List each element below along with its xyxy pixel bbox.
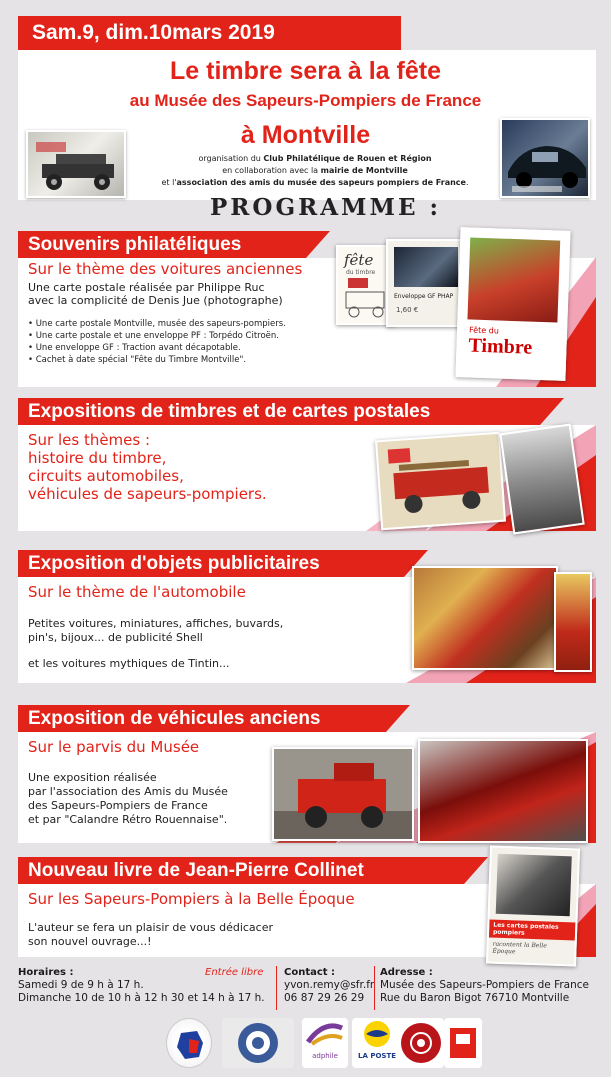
section-vehicules-anciens <box>18 705 596 843</box>
title-tab <box>464 857 488 884</box>
title-tab <box>540 398 564 425</box>
section-expositions-timbres <box>18 398 596 531</box>
date-day1: 9 <box>82 21 94 44</box>
section-text: Petites voitures, miniatures, affiches, buvards, <box>28 617 284 630</box>
address-line-2: Rue du Baron Bigot 76710 Montville <box>380 992 570 1004</box>
org-line-1 <box>130 154 500 164</box>
section-text: par l'association des Amis du Musée <box>28 785 228 798</box>
museum-logo-icon <box>444 1018 482 1068</box>
postcard-photo <box>467 237 560 322</box>
section-text: des Sapeurs-Pompiers de France <box>28 799 208 812</box>
footer-address <box>380 966 589 1005</box>
org-line-2 <box>130 166 500 176</box>
postcard-timbre-text: Fête du <box>468 325 500 336</box>
la-poste-logo <box>352 1018 402 1068</box>
section-subtitle: Sur le thème des voitures anciennes <box>28 260 303 278</box>
postcard-fete-text: fête <box>344 251 374 269</box>
contact-email[interactable]: yvon.remy@sfr.fr <box>284 979 375 991</box>
address-label: Adresse : <box>380 967 433 978</box>
shell-collection-photo <box>412 566 558 670</box>
section-nouveau-livre <box>18 857 596 957</box>
shell-poster-photo <box>554 572 592 672</box>
contact-label: Contact : <box>284 967 336 978</box>
red-jeep-photo <box>272 747 414 841</box>
date-end: mars 2019 <box>172 21 275 44</box>
rose-emblem-icon <box>398 1018 444 1068</box>
book-subtitle: racontent la Belle Époque <box>492 940 547 956</box>
section-text-red: circuits automobiles, <box>28 467 184 485</box>
adphile-swoosh-icon <box>302 1018 348 1048</box>
address-line-1: Musée des Sapeurs-Pompiers de France <box>380 979 589 991</box>
org-line-3-a: et l' <box>161 178 177 187</box>
programme-heading: PROGRAMME : <box>210 194 441 221</box>
section-text: et les voitures mythiques de Tintin... <box>28 657 230 670</box>
jeep-illustration <box>274 749 414 841</box>
hours-sunday: Dimanche 10 de 10 h à 12 h 30 et 14 h à 17 h. <box>18 992 265 1004</box>
section-souvenirs <box>18 231 596 387</box>
date-banner <box>18 16 401 50</box>
section-subtitle: Sur les Sapeurs-Pompiers à la Belle Époque <box>28 890 355 908</box>
hours-label: Horaires : <box>18 967 74 978</box>
section-text: Une carte postale réalisée par Philippe Ruc <box>28 281 265 294</box>
section-title: Souvenirs philatéliques <box>18 231 306 258</box>
org-line-1-b: Club Philatélique de Rouen et Région <box>263 154 432 163</box>
section-subtitle: Sur les thèmes : <box>28 431 151 449</box>
org-line-2-a: en collaboration avec la <box>222 166 321 175</box>
section-title: Exposition d'objets publicitaires <box>18 550 404 577</box>
section-text: son nouvel ouvrage...! <box>28 935 152 948</box>
org-line-1-a: organisation du <box>198 154 264 163</box>
date-sat: Sam. <box>32 21 83 44</box>
book-photo <box>496 854 572 917</box>
section-text-red: véhicules de sapeurs-pompiers. <box>28 485 267 503</box>
envelope-photo <box>394 247 458 287</box>
adphile-text: adphile <box>312 1052 338 1060</box>
ffap-logo-icon <box>166 1018 212 1068</box>
org-line-2-b: mairie de Montville <box>320 166 408 175</box>
bullet-item: • Une enveloppe GF : Traction avant décapotable. <box>28 343 241 353</box>
footer-separator <box>276 966 277 1010</box>
main-subtitle: au Musée des Sapeurs-Pompiers de France <box>129 91 482 110</box>
section-text: et par "Calandre Rétro Rouennaise". <box>28 813 228 826</box>
club-logo-icon <box>222 1018 294 1068</box>
contact-phone: 06 87 29 26 29 <box>284 992 365 1004</box>
bullet-item: • Cachet à date spécial "Fête du Timbre Montville". <box>28 355 247 365</box>
envelope-text: Enveloppe GF PHAP <box>394 293 454 300</box>
bullet-item: • Une carte postale Montville, musée des sapeurs-pompiers. <box>28 319 286 329</box>
la-poste-text: LA POSTE <box>358 1052 396 1060</box>
book-cover <box>486 845 580 966</box>
section-title: Expositions de timbres et de cartes postales <box>18 398 540 425</box>
montville-logo-icon <box>398 1018 444 1068</box>
bullet-item: • Une carte postale et une enveloppe PF : Torpédo Citroën. <box>28 331 279 341</box>
org-line-3-b: association des amis du musée des sapeurs pompiers de France <box>176 178 466 187</box>
hours-saturday: Samedi 9 de 9 h à 17 h. <box>18 979 144 991</box>
old-street-postcard <box>499 423 584 534</box>
footer-separator <box>374 966 375 1010</box>
date-mid: , dim. <box>93 21 149 44</box>
france-map-icon <box>167 1019 213 1069</box>
section-text: avec la complicité de Denis Jue (photographe) <box>28 294 283 307</box>
section-title: Exposition de véhicules anciens <box>18 705 386 732</box>
org-line-3-c: . <box>465 178 469 187</box>
footer-contact <box>284 966 374 1005</box>
firetruck-illustration <box>377 434 506 531</box>
free-entry: Entrée libre <box>205 967 264 978</box>
book-title: Les cartes postales pompiers <box>489 919 576 940</box>
firetruck-parvis-photo <box>418 739 588 843</box>
section-subtitle: Sur le parvis du Musée <box>28 738 200 756</box>
section-text: L'auteur se fera un plaisir de vous dédicacer <box>28 921 274 934</box>
postcard-timbre <box>455 227 570 381</box>
main-title: Le timbre sera à la fête <box>170 57 441 85</box>
title-tab <box>386 705 410 732</box>
firetruck-postcard <box>375 432 506 531</box>
la-poste-bird-icon <box>352 1018 402 1048</box>
section-text-red: histoire du timbre, <box>28 449 167 467</box>
club-emblem-icon <box>222 1018 294 1068</box>
envelope-price: 1,60 € <box>396 306 419 314</box>
title-tab <box>306 231 330 258</box>
org-line-3 <box>130 178 500 188</box>
section-subtitle: Sur le thème de l'automobile <box>28 583 246 601</box>
location-title: à Montville <box>240 121 371 149</box>
section-text: pin's, bijoux... de publicité Shell <box>28 631 203 644</box>
museum-emblem-icon <box>444 1018 482 1068</box>
envelope-gf <box>386 239 466 327</box>
date-day2: 10 <box>148 21 173 44</box>
adphile-logo <box>302 1018 348 1068</box>
postcard-timbre-big: Timbre <box>468 334 533 359</box>
section-text: Une exposition réalisée <box>28 771 157 784</box>
postcard-fete-sub: du timbre <box>346 269 376 276</box>
section-title: Nouveau livre de Jean-Pierre Collinet <box>18 857 464 884</box>
section-objets-publicitaires <box>18 550 596 683</box>
